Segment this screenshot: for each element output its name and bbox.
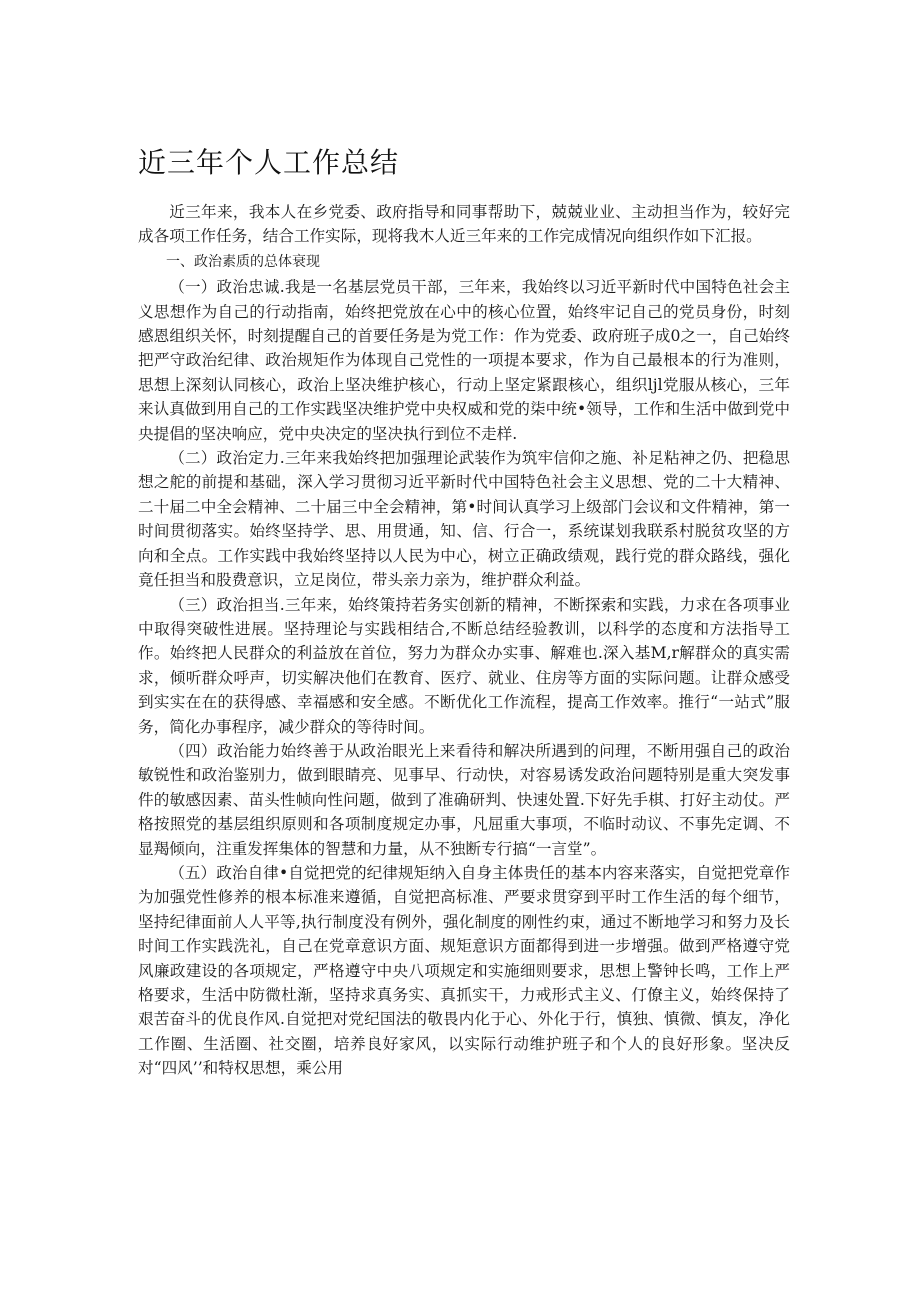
paragraph-political-self-discipline: （五）政治自律•自觉把党的纪律规矩纳入自身主体贵任的基本内容来落实，自觉把党章作为加强党性修养的根本标准来遵循，自觉把高标准、严要求贯穿到平时工作生活的每个细节，坚持纪律面前人人平等,执行制度没有例外，强化制度的刚性约束，通过不断地学习和努力及长时间工作实践洗礼，自己在党章意识方面、规矩意识方面都得到进一步增强。做到严格遵守党风廉政建设的各项规定，严格遵守中央八项规定和实施细则要求，思想上警钟长鸣，工作上严格要求，生活中防微杜渐，坚持求真务实、真抓实干，力戒形式主义、仃僚主义，始终保持了艰苦奋斗的优良作风.自觉把对党纪国法的敬畏内化于心、外化于行，慎独、慎微、慎友，净化工作圈、生活圈、社交圈，培养良好家风，以实际行动维护班子和个人的良好形象。坚决反对“四风’’和特权思想，乘公用: [138, 863, 790, 1078]
intro-paragraph: 近三年来，我本人在乡党委、政府指导和同事帮助下，兢兢业业、主动担当作为，较好完成各项工作任务，结合工作实际，现将我木人近三年来的工作完成情况向组织作如下汇报。: [138, 203, 790, 246]
paragraph-political-ability: （四）政治能力始终善于从政治眼光上来看待和解决所遇到的问理，不断用强自己的政治敏锐性和政治鉴别力，做到眼睛亮、见事早、行动快，对容易诱发政治问题特别是重大突发事件的敏感因素、苗头性帧向性问题，做到了准确研判、快速处置.下好先手棋、打好主动仗。严格按照党的基层组织原则和各项制度规定办事，凡屈重大事项，不临时动议、不事先定调、不显羯倾向，注重发挥集体的智慧和力量，从不独断专行搞“一言堂”。: [138, 741, 790, 858]
document-title: 近三年个人工作总结: [138, 146, 400, 179]
document-body: [138, 200, 790, 1081]
paragraph-political-responsibility: （三）政治担当.三年来，始终策持若务实创新的精神，不断探索和实践，力求在各项事业中取得突破性进展。坚持理论与实践相结合,不断总结经验教训，以科学的态度和方法指导工作。始终把人民群众的利益放在首位，努力为群众办实事、解难也.深入基M,r解群众的真实需求，倾听群众呼声，切实解决他们在教育、医疗、就业、住房等方面的实际问题。让群众感受到实实在在的获得感、幸福感和安全感。不断优化工作流程，提高工作效率。推行“一站式”服务，简化办事程序，减少群众的等待时间。: [138, 595, 790, 736]
paragraph-political-determination: （二）政治定力.三年来我始终把加强理论武装作为筑牢信仰之施、补足粘神之仍、把稳思想之舵的前提和基础，深入学习贯彻习近平新时代中国特色社会主义思想、党的二十大精神、二十届二中全会精神、二十届三中全会精神，第•时间认真学习上级部门会议和文件精神，第一时间贯彻落实。始终坚持学、思、用贯通，知、信、行合一，系统谋划我联系村脱贫攻坚的方向和全点。工作实践中我始终坚持以人民为中心，树立正确政绩观，践行党的群众路线，强化竟任担当和股费意识，立足岗位，带头亲力亲为，维护群众利益。: [138, 449, 790, 590]
section-heading: 一、政治素质的总体衰现: [166, 253, 320, 270]
paragraph-political-loyalty: （一）政治忠诚.我是一名基层党员干部，三年来，我始终以习近平新时代中国特色社会主义思想作为自己的行动指南，始终把党放在心中的核心位置，始终牢记自己的党员身份，时刻感恩组织关怀，时刻提醒自己的首要任务是为党工作：作为党委、政府班子成0之一，自己始终把严守政治纪律、政治规矩作为体现自己党性的一项提本要求，作为自己最根本的行为准则，思想上深刻认同核心，政治上坚决维护核心，行动上坚定紧跟核心，组织ljl党服从核心，三年来认真做到用自己的工作实践坚决维护党中央权威和党的柒中统•领导，工作和生活中做到党中央提倡的坚决响应，党中央决定的坚决执行到位不走样.: [138, 278, 790, 443]
